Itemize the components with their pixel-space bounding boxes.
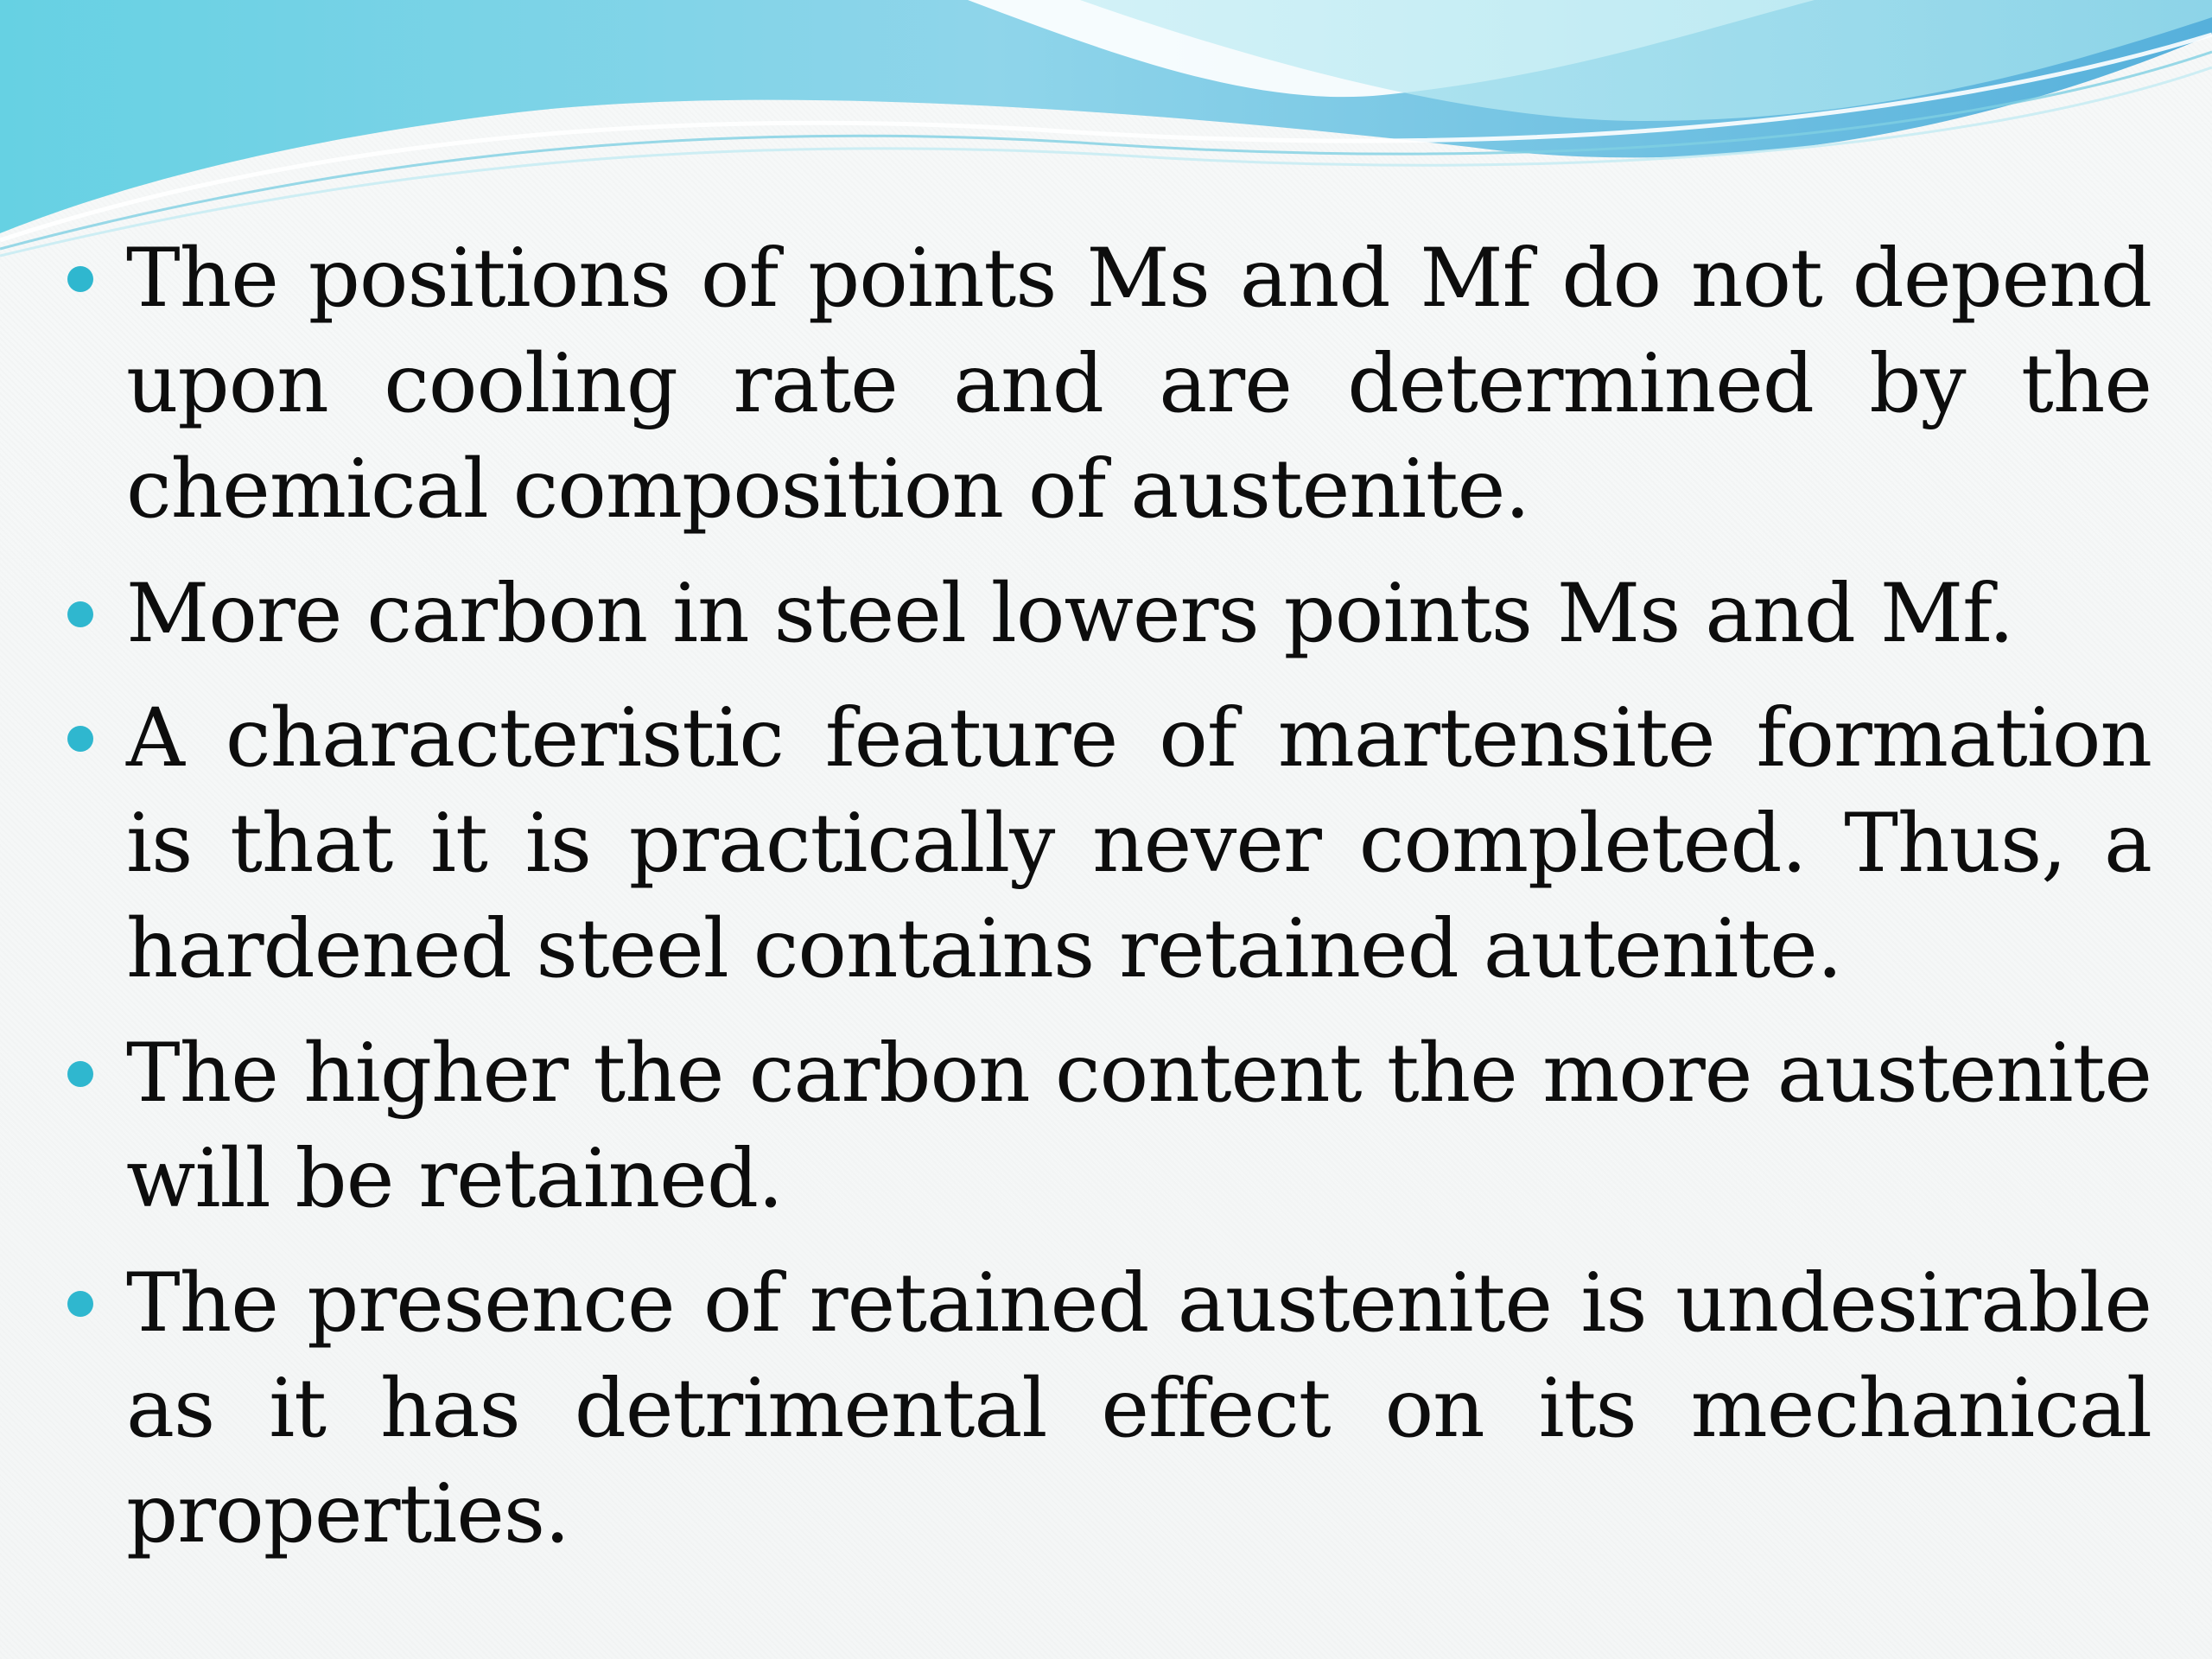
bullet-item <box>60 226 2152 543</box>
bullet-dot-icon <box>67 266 93 292</box>
header-wave-decoration <box>0 0 2212 259</box>
bullet-text: A characteristic feature of martensite formation is that it is practically never completed. Thus, a hardened steel contains retained autenite. <box>126 691 2152 996</box>
slide-body <box>60 226 2152 1561</box>
bullet-item <box>60 562 2152 667</box>
bullet-list <box>60 226 2152 1567</box>
bullet-item <box>60 1251 2152 1567</box>
bullet-text: More carbon in steel lowers points Ms and Mf. <box>126 567 2014 661</box>
bullet-text: The presence of retained austenite is undesirable as it has detrimental effect on its mechanical properties. <box>126 1256 2152 1561</box>
bullet-dot-icon <box>67 1061 93 1087</box>
bullet-dot-icon <box>67 601 93 627</box>
bullet-text: The positions of points Ms and Mf do not depend upon cooling rate and are determined by the chemical composition of austenite. <box>126 232 2152 537</box>
bullet-text: The higher the carbon content the more austenite will be retained. <box>126 1027 2152 1226</box>
bullet-item <box>60 1021 2152 1232</box>
bullet-dot-icon <box>67 726 93 752</box>
bullet-item <box>60 686 2152 1002</box>
bullet-dot-icon <box>67 1291 93 1317</box>
